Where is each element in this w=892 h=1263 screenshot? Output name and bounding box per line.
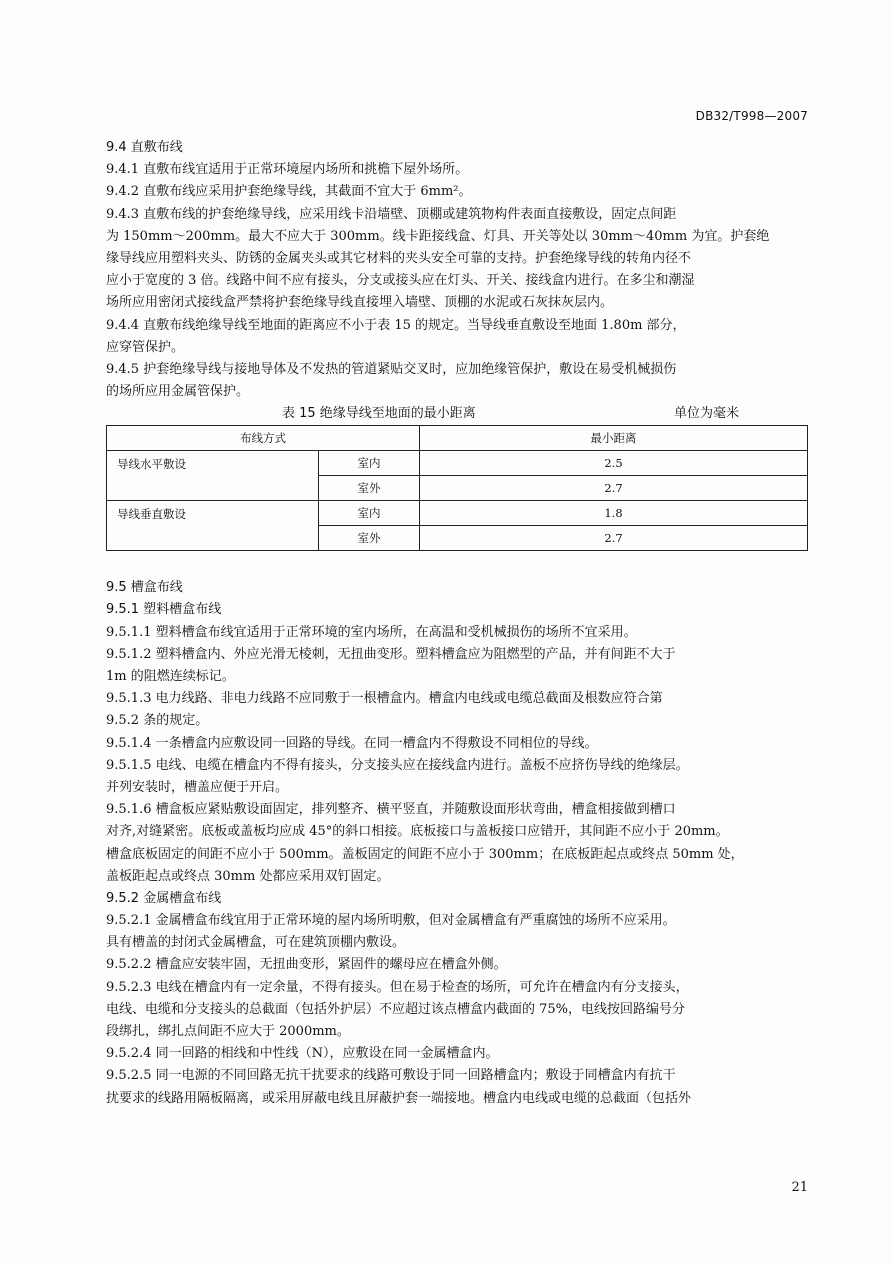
text-line: 盖板距起点或终点 30mm 处都应采用双钉固定。 [106,868,390,884]
text-line: 对齐,对缝紧密。底板或盖板均应成 45°的斜口相接。底板接口与盖板接口应错开，其间距不应小于 20mm。 [106,824,729,840]
text-line: 具有槽盖的封闭式金属槽盒，可在建筑顶棚内敷设。 [106,935,406,951]
section-heading-9-4: 9.4 直敷布线 [106,140,183,155]
header-method: 布线方式 [107,426,420,451]
table-row [107,451,808,476]
cell-min-distance: 2.7 [420,526,808,551]
text-line: 段绑扎，绑扎点间距不应大于 2000mm。 [106,1024,350,1039]
document-code: DB32/T998—2007 [695,109,808,123]
page-number: 21 [791,1180,808,1195]
text-line: 9.5.1.4 一条槽盒内应敷设同一回路的导线。在同一槽盒内不得敷设不同相位的导线。 [106,735,598,751]
cell-min-distance: 2.5 [420,451,808,476]
cell-environment: 室内 [319,501,420,526]
text-line: 9.5.2.2 槽盒应安装牢固，无扭曲变形，紧固件的螺母应在槽盒外侧。 [106,957,507,973]
text-line: 槽盒底板固定的间距不应小于 500mm。盖板固定的间距不应小于 300mm；在底板距起点或终点 50mm 处， [106,846,744,862]
page-content [106,137,808,1110]
text-line: 9.4.4 直敷布线绝缘导线至地面的距离应不小于表 15 的规定。当导线垂直敷设至地面 1.80m 部分， [106,317,686,333]
section-heading: 9.5.2 金属槽盒布线 [106,890,222,906]
text-line: 9.5.2 条的规定。 [106,713,209,729]
text-line: 9.5.2.5 同一电源的不同回路无抗干扰要求的线路可敷设于同一回路槽盒内；敷设于同槽盒内有抗干 [106,1068,676,1084]
section-heading: 9.5 槽盒布线 [106,580,183,596]
cell-method: 导线垂直敷设 [107,501,319,551]
cell-environment: 室内 [319,451,420,476]
section-9-5-body [106,577,808,1110]
text-line: 9.4.5 护套绝缘导线与接地导体及不发热的管道紧贴交叉时，应加绝缘管保护，敷设在易受机械损伤 [106,361,677,377]
text-line: 9.5.2.1 金属槽盒布线宜用于正常环境的屋内场所明敷，但对金属槽盒有严重腐蚀的场所不应采用。 [106,913,676,929]
text-line: 9.5.1.1 塑料槽盒布线宜适用于正常环境的室内场所，在高温和受机械损伤的场所不宜采用。 [106,624,637,640]
min-distance-table [106,425,808,551]
table-unit: 单位为毫米 [674,406,740,422]
cell-min-distance: 1.8 [420,501,808,526]
cell-environment: 室外 [319,476,420,501]
text-line: 9.4.2 直敷布线应采用护套绝缘导线，其截面不宜大于 6mm²。 [106,184,472,200]
text-line: 9.5.1.5 电线、电缆在槽盒内不得有接头，分支接头应在接线盒内进行。盖板不应挤伤导线的绝缘层。 [106,757,689,773]
table-row [107,501,808,526]
header-distance: 最小距离 [420,426,808,451]
table-title: 表 15 绝缘导线至地面的最小距离 [282,406,476,422]
text-line: 9.5.2.4 同一回路的相线和中性线（N），应敷设在同一金属槽盒内。 [106,1046,499,1062]
text-line: 的场所应用金属管保护。 [106,384,250,400]
cell-min-distance: 2.7 [420,476,808,501]
text-line: 9.5.1.3 电力线路、非电力线路不应同敷于一根槽盒内。槽盒内电线或电缆总截面及根数应符合第 [106,691,663,707]
cell-method: 导线水平敷设 [107,451,319,501]
text-line: 9.4.3 直敷布线的护套绝缘导线，应采用线卡沿墙壁、顶棚或建筑物构件表面直接敷设，固定点间距 [106,206,677,222]
text-line: 9.5.1.6 槽盒板应紧贴敷设面固定，排列整齐、横平竖直，并随敷设面形状弯曲，槽盒相接做到槽口 [106,802,676,818]
text-line: 场所应用密闭式接线盒严禁将护套绝缘导线直接埋入墙壁、顶棚的水泥或石灰抹灰层内。 [106,295,614,311]
text-line: 9.5.1.2 塑料槽盒内、外应光滑无棱刺，无扭曲变形。塑料槽盒应为阻燃型的产品，并有间距不大于 [106,646,676,662]
text-line: 9.5.2.3 电线在槽盒内有一定余量，不得有接头。但在易于检查的场所，可允许在槽盒内有分支接头， [106,979,689,995]
text-line: 应穿管保护。 [106,339,185,355]
text-line: 并列安装时，槽盖应便于开启。 [106,779,289,795]
text-line: 为 150mm～200mm。最大不应大于 300mm。线卡距接线盒、灯具、开关等处以 30mm～40mm 为宜。护套绝 [106,228,770,244]
section-heading: 9.5.1 塑料槽盒布线 [106,602,222,618]
text-line: 应小于宽度的 3 倍。线路中间不应有接头，分支或接头应在灯头、开关、接线盒内进行。在多尘和潮湿 [106,273,695,289]
text-line: 1m 的阻燃连续标记。 [106,669,235,684]
text-line: 缘导线应用塑料夹头、防锈的金属夹头或其它材料的夹头安全可靠的支持。护套绝缘导线的转角内径不 [106,250,692,266]
text-line: 扰要求的线路用隔板隔离，或采用屏蔽电线且屏蔽护套一端接地。槽盒内电线或电缆的总截面（包括外 [106,1090,692,1106]
section-9-4-body [106,159,808,403]
cell-environment: 室外 [319,526,420,551]
section-gap [106,551,808,577]
table-header-row [107,426,808,451]
text-line: 电线、电缆和分支接头的总截面（包括外护层）不应超过该点槽盒内截面的 75%，电线按回路编号分 [106,1001,686,1017]
table-caption [106,403,808,425]
text-line: 9.4.1 直敷布线宜适用于正常环境屋内场所和挑檐下屋外场所。 [106,162,469,178]
